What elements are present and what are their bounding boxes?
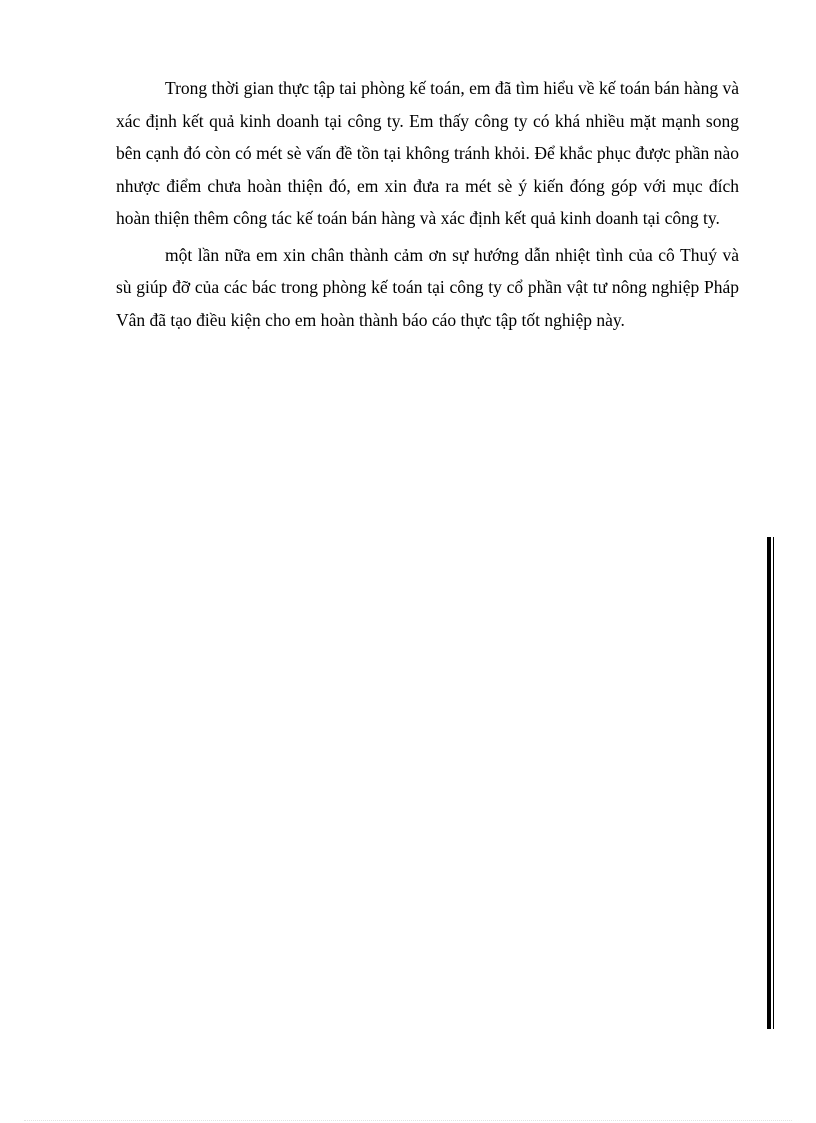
margin-rule-line [767, 537, 771, 1029]
paragraph-conclusion: Trong thời gian thực tập tai phòng kế toán, em đã tìm hiểu về kế toán bán hàng và xác định kết quả kinh doanh tại công ty. Em thấy công ty có khá nhiều mặt mạnh song bên cạnh đó còn có mét sè vấn đề tồn tại không tránh khỏi. Để khắc phục được phần nào nhược điểm chưa hoàn thiện đó, em xin đưa ra mét sè ý kiến đóng góp với mục đích hoàn thiện thêm công tác kế toán bán hàng và xác định kết quả kinh doanh tại công ty. [116, 78, 739, 228]
margin-rule-thin-line [773, 537, 774, 1029]
paragraph-acknowledgement: một lần nữa em xin chân thành cảm ơn sự hướng dẫn nhiệt tình của cô Thuý và sù giúp đỡ của các bác trong phòng kế toán tại công ty cổ phần vật tư nông nghiệp Pháp Vân đã tạo điều kiện cho em hoàn thành báo cáo thực tập tốt nghiệp này. [116, 244, 739, 330]
body-text [116, 72, 739, 340]
page-bottom-edge [24, 1120, 792, 1121]
